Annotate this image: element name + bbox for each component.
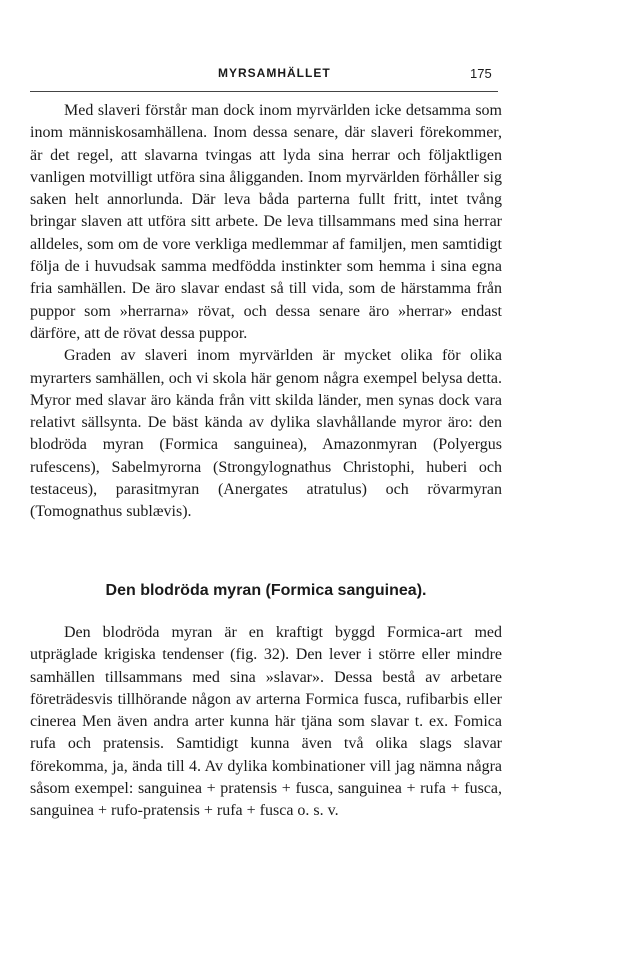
page-number: 175 <box>470 66 492 81</box>
running-title: MYRSAMHÄLLET <box>218 66 331 80</box>
body-text <box>30 100 502 524</box>
header-rule <box>30 91 498 92</box>
paragraph: Med slaveri förstår man dock inom myrvärlden icke detsamma som inom människosamhällena. Inom dessa senare, där slaveri förekommer, är det regel, att slavarna tvingas att lyda sina herrar och följaktligen vanligen motvilligt utföra sina åligganden. Inom myrvärlden förhåller sig saken helt annorlunda. Där leva båda parterna fullt fritt, intet tvång bringar slaven att utföra sitt arbete. De leva tillsammans med sina herrar alldeles, som om de vore verkliga medlemmar af familjen, men samtidigt följa de i huvudsak samma medfödda instinkter som hemma i sina egna fria samhällen. De äro slavar endast så till vida, som de härstamma från puppor som »herrarna» rövat, och dessa senare äro »herrar» endast därföre, att de rövat dessa puppor. <box>30 102 502 342</box>
section-heading: Den blodröda myran (Formica sanguinea). <box>105 582 427 599</box>
paragraph: Den blodröda myran är en kraftigt byggd Formica-art med utpräglade krigiska tendenser (fig. 32). Den lever i större eller mindre samhällen tillsammans med sina »slavar». Dessa bestå av arbetare företrädesvis tillhörande någon av arterna Formica fusca, rufibarbis eller cinerea Men även andra arter kunna här tjäna som slavar t. ex. Fomica rufa och pratensis. Samtidigt kunna även två olika slags slavar förekomma, ja, ända till 4. Av dylika kombinationer vill jag nämna några såsom exempel: sanguinea + pratensis + fusca, sanguinea + rufa + fusca, sanguinea + rufo-pratensis + rufa + fusca o. s. v. <box>30 624 502 820</box>
paragraph: Graden av slaveri inom myrvärlden är mycket olika för olika myrarters samhällen, och vi skola här genom några exempel belysa detta. Myror med slavar äro kända från vitt skilda länder, men synas dock vara relativt sällsynta. De bäst kända av dylika slavhållande myror äro: den blodröda myran (Formica sanguinea), Amazonmyran (Polyergus rufescens), Sabelmyrorna (Strongylognathus Christophi, huberi och testaceus), parasitmyran (Anergates atratulus) och rövarmyran (Tomognathus sublævis). <box>30 347 502 521</box>
section-body-text <box>30 622 502 823</box>
